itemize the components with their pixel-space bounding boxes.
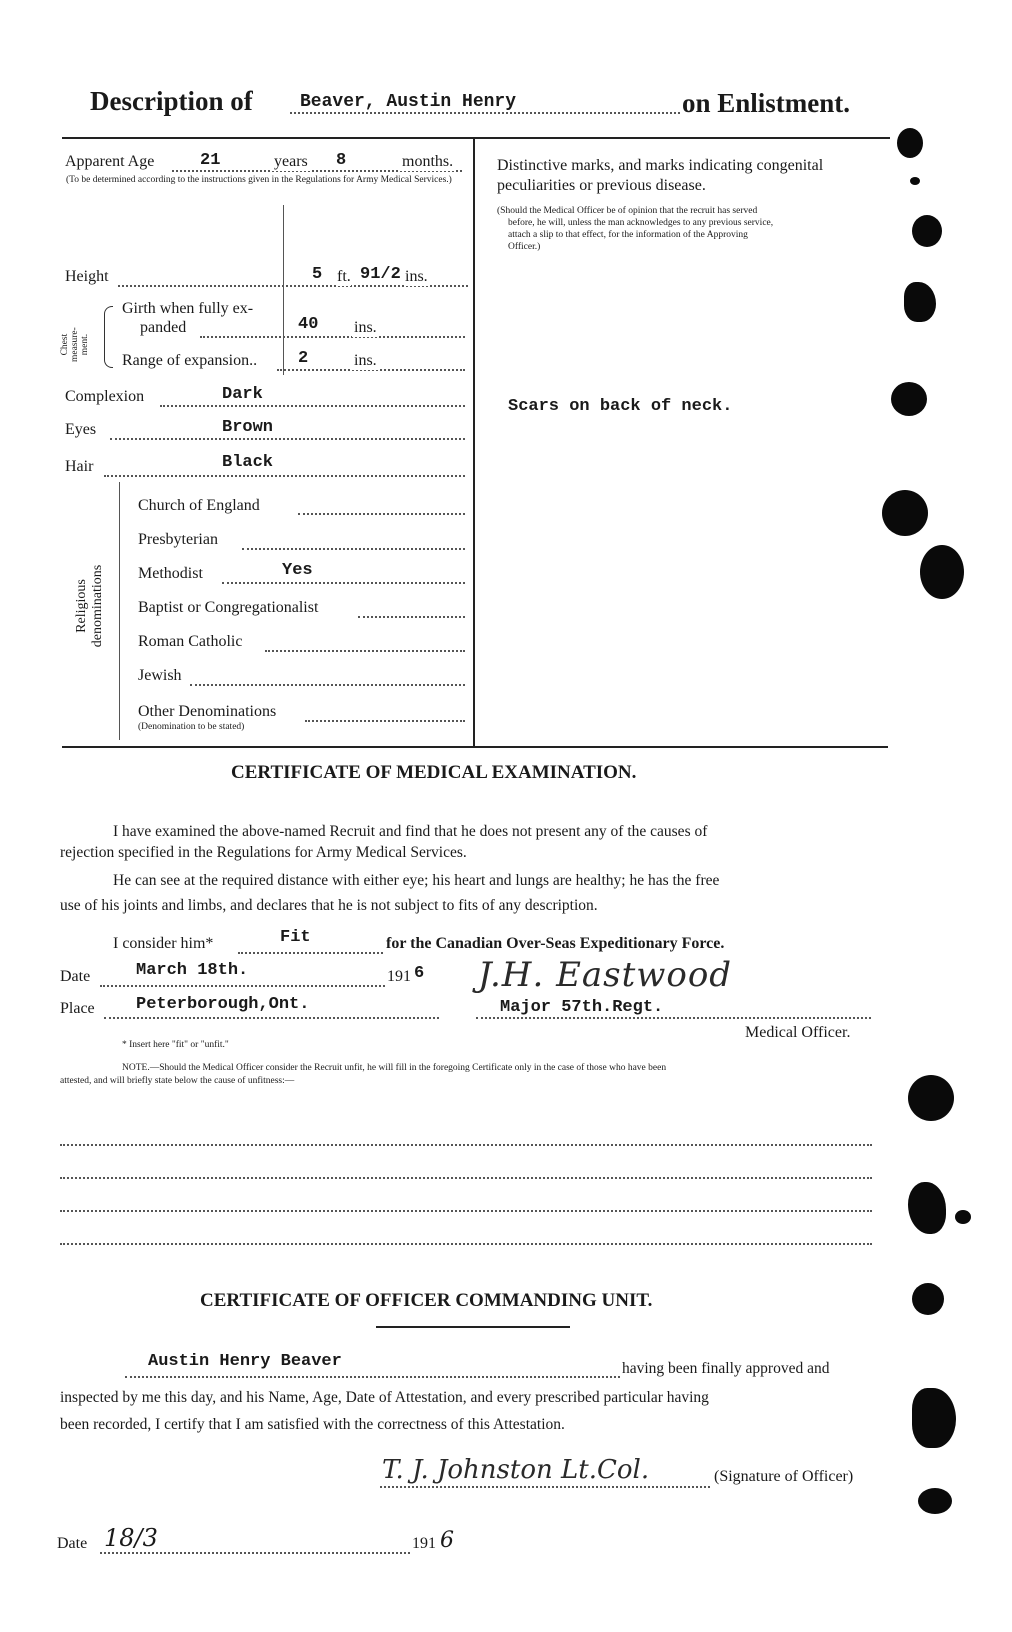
recruit-name: Beaver, Austin Henry	[300, 92, 517, 112]
medical-date-value: March 18th.	[136, 961, 249, 980]
punch-hole	[912, 215, 942, 247]
title-dotted-line	[290, 112, 680, 114]
religion-methodist-value: Yes	[282, 561, 313, 580]
punch-hole	[891, 382, 927, 416]
eyes-label: Eyes	[65, 421, 97, 438]
commanding-year-prefix: 191	[412, 1535, 436, 1552]
unfit-line-1	[60, 1144, 872, 1146]
title-suffix: on Enlistment.	[682, 88, 851, 118]
punch-hole	[910, 177, 920, 185]
commanding-recruit-name: Austin Henry Beaver	[148, 1352, 342, 1371]
punch-hole	[904, 282, 936, 322]
range-value: 2	[298, 349, 309, 368]
medical-place-label: Place	[60, 1000, 95, 1017]
punch-hole	[920, 545, 964, 599]
medical-officer-title: Medical Officer.	[745, 1024, 851, 1041]
top-rule	[62, 137, 890, 139]
commanding-heading: CERTIFICATE OF OFFICER COMMANDING UNIT.	[200, 1290, 653, 1311]
commanding-year-suffix: 6	[440, 1528, 454, 1553]
height-label: Height	[65, 268, 109, 285]
age-months-label: months.	[402, 153, 454, 170]
commanding-officer-signature: T. J. Johnston Lt.Col.	[382, 1455, 650, 1485]
religion-baptist: Baptist or Congregationalist	[138, 599, 319, 616]
commanding-date-value: 18/3	[104, 1524, 158, 1552]
range-label: Range of expansion..	[122, 352, 258, 369]
marks-note-3: attach a slip to that effect, for the information of the Approving	[508, 230, 748, 240]
height-feet: 5	[312, 265, 323, 284]
mid-rule	[62, 746, 888, 748]
column-divider	[473, 139, 475, 747]
consider-value: Fit	[280, 928, 311, 947]
consider-label: I consider him*	[113, 935, 214, 952]
commanding-date-label: Date	[57, 1535, 88, 1552]
marks-heading-2: peculiarities or previous disease.	[497, 177, 706, 194]
consider-suffix: for the Canadian Over-Seas Expeditionary Force.	[386, 935, 725, 952]
insert-note: * Insert here "fit" or "unfit."	[122, 1040, 229, 1050]
complexion-label: Complexion	[65, 388, 145, 405]
punch-hole	[955, 1210, 971, 1224]
marks-note-1: (Should the Medical Officer be of opinion that the recruit has served	[497, 206, 758, 216]
religion-church-of-england: Church of England	[138, 497, 260, 514]
medical-para2-line1: He can see at the required distance with either eye; his heart and lungs are healthy; he has the free	[113, 872, 720, 889]
unfit-line-3	[60, 1210, 872, 1212]
marks-value: Scars on back of neck.	[508, 397, 733, 416]
title-prefix: Description of	[90, 86, 253, 116]
girth-value: 40	[298, 315, 319, 334]
age-years: 21	[200, 151, 221, 170]
medical-officer-signature: J.H. Eastwood	[478, 955, 733, 995]
medical-officer-rank: Major 57th.Regt.	[500, 998, 664, 1017]
punch-hole	[912, 1388, 956, 1448]
age-years-label: years	[274, 153, 308, 170]
chest-side-label: Chest measure- ment.	[60, 327, 90, 362]
religion-presbyterian: Presbyterian	[138, 531, 218, 548]
girth-unit: ins.	[354, 319, 377, 336]
unfit-note-line1: NOTE.—Should the Medical Officer consider the Recruit unfit, he will fill in the foregoing Certificate only in the case of those who have been	[122, 1063, 667, 1073]
religion-jewish: Jewish	[138, 667, 182, 684]
religion-roman-catholic: Roman Catholic	[138, 633, 243, 650]
religion-other: Other Denominations	[138, 703, 277, 720]
medical-year-suffix: 6	[414, 964, 425, 983]
medical-heading: CERTIFICATE OF MEDICAL EXAMINATION.	[231, 762, 637, 783]
eyes-value: Brown	[222, 418, 274, 437]
medical-para1-line1: I have examined the above-named Recruit and find that he does not present any of the causes of	[113, 823, 708, 840]
unfit-line-2	[60, 1177, 872, 1179]
punch-hole	[897, 128, 923, 158]
signature-of-officer-label: (Signature of Officer)	[714, 1468, 854, 1485]
marks-heading-1: Distinctive marks, and marks indicating congenital	[497, 157, 824, 174]
marks-note-4: Officer.)	[508, 242, 541, 252]
unfit-line-4	[60, 1243, 872, 1245]
medical-date-label: Date	[60, 968, 91, 985]
punch-hole	[912, 1283, 944, 1315]
height-inches: 91/2	[360, 265, 401, 284]
girth-label-2: panded	[140, 319, 187, 336]
age-months: 8	[336, 151, 347, 170]
commanding-line3: been recorded, I certify that I am satisfied with the correctness of this Attestation.	[60, 1416, 565, 1433]
marks-note-2: before, he will, unless the man acknowledges to any previous service,	[508, 218, 774, 228]
hair-value: Black	[222, 453, 274, 472]
hair-label: Hair	[65, 458, 94, 475]
religion-side-label: Religious denominations	[74, 564, 105, 648]
height-ins-label: ins.	[405, 268, 428, 285]
punch-hole	[882, 490, 928, 536]
complexion-value: Dark	[222, 385, 263, 404]
punch-hole	[908, 1075, 954, 1121]
height-ft-label: ft.	[337, 268, 351, 285]
commanding-line1-suffix: having been finally approved and	[622, 1360, 830, 1377]
religion-other-note: (Denomination to be stated)	[138, 722, 245, 732]
girth-label-1: Girth when fully ex-	[122, 300, 254, 317]
punch-hole	[918, 1488, 952, 1514]
age-label: Apparent Age	[65, 153, 155, 170]
medical-para1-line2: rejection specified in the Regulations for Army Medical Services.	[60, 844, 467, 861]
range-unit: ins.	[354, 352, 377, 369]
punch-hole	[908, 1182, 946, 1234]
religion-methodist: Methodist	[138, 565, 203, 582]
unfit-note-line2: attested, and will briefly state below the cause of unfitness:—	[60, 1076, 295, 1086]
commanding-line2: inspected by me this day, and his Name, Age, Date of Attestation, and every prescribed particular having	[60, 1389, 709, 1406]
age-note: (To be determined according to the instructions given in the Regulations for Army Medical Services.)	[66, 175, 452, 185]
medical-place-value: Peterborough,Ont.	[136, 995, 310, 1014]
medical-para2-line2: use of his joints and limbs, and declares that he is not subject to fits of any description.	[60, 897, 598, 914]
medical-year-prefix: 191	[387, 968, 411, 985]
